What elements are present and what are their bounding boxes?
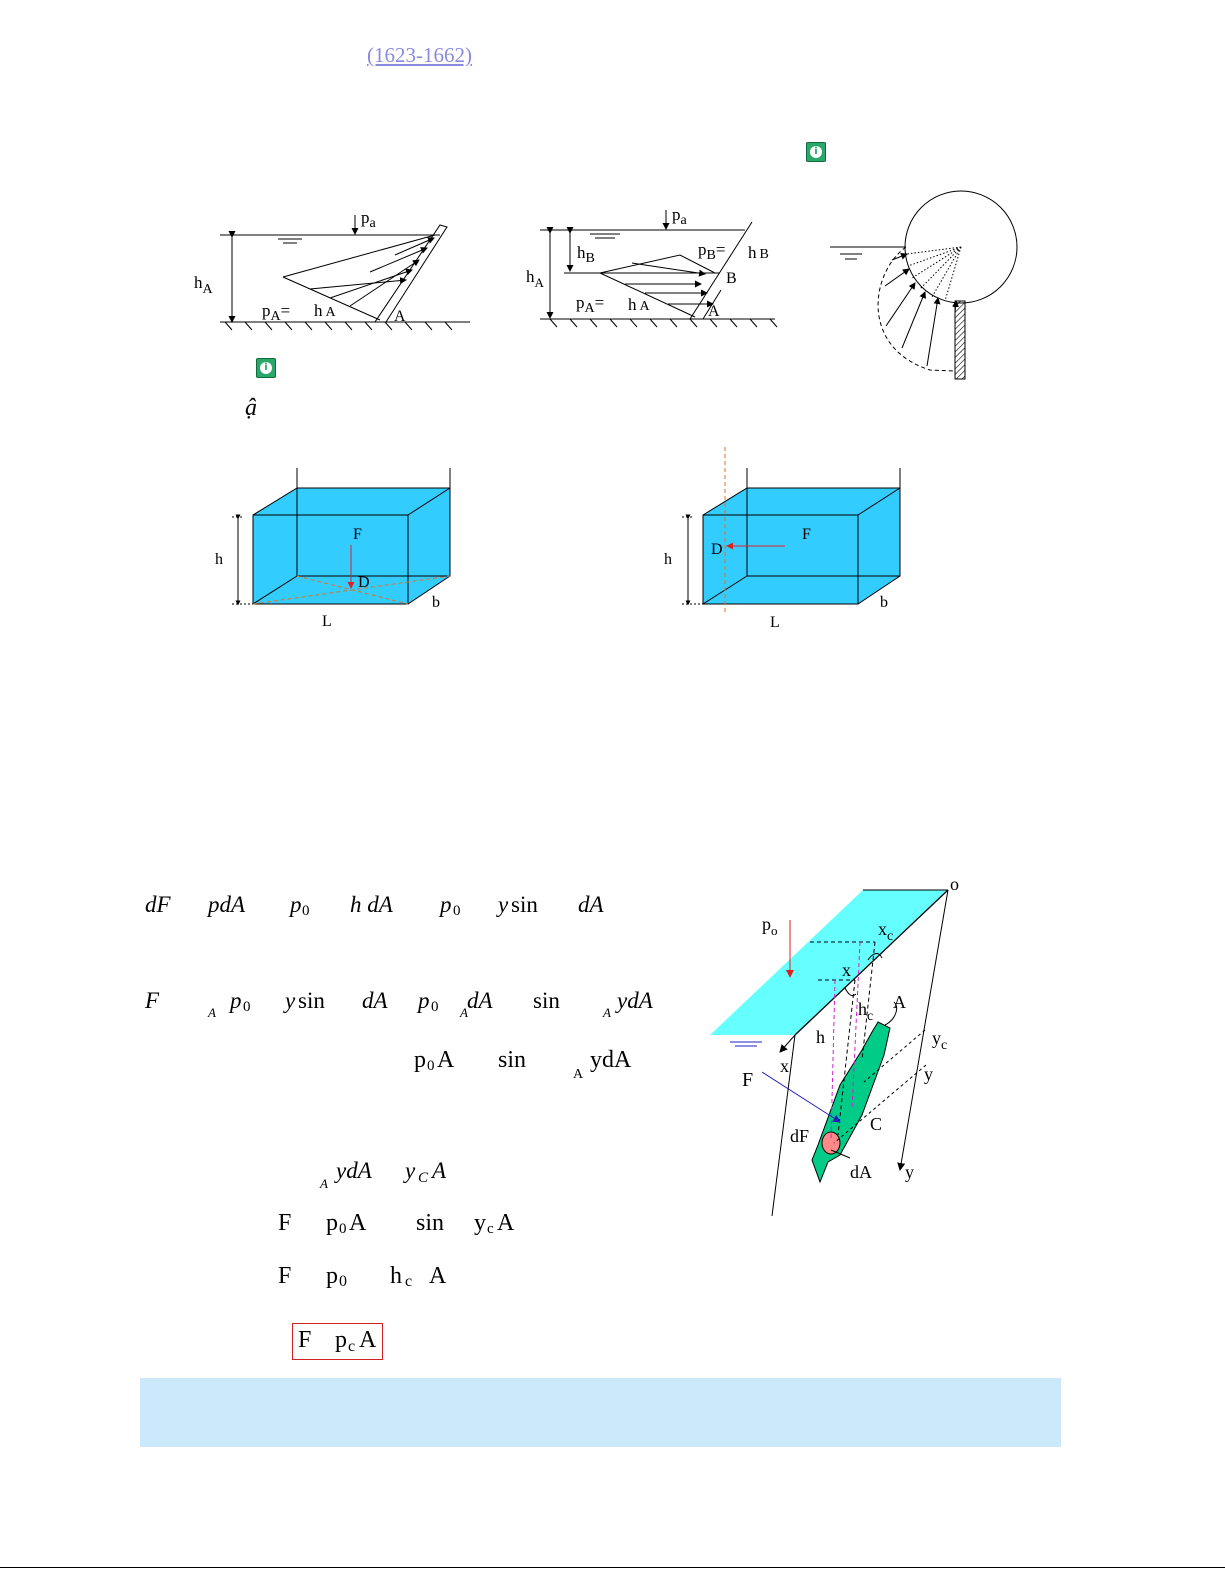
info-glyph: i xyxy=(260,362,272,374)
area-A-label: A xyxy=(893,992,906,1012)
pa-label: $p_a$ xyxy=(361,208,376,231)
point-A-label: A xyxy=(394,308,406,325)
stray-glyph: ậ xyxy=(245,395,257,421)
h-label: h xyxy=(664,551,672,568)
hA-value: h A xyxy=(314,301,336,320)
pressure-diagram-trapezoid xyxy=(520,200,790,335)
D-label: D xyxy=(711,541,723,558)
L-label: L xyxy=(770,614,780,630)
info-icon[interactable] xyxy=(806,142,826,162)
years-link[interactable]: (1623-1662) xyxy=(367,43,472,67)
hA-value: h A xyxy=(628,295,650,314)
page-bottom-rule xyxy=(0,1567,1225,1568)
dA-label: dA xyxy=(850,1162,872,1182)
hA-label: $h_A$ xyxy=(526,267,544,290)
h-label: h xyxy=(215,551,223,568)
h-label: h xyxy=(816,1027,825,1047)
yc-label: $y_c$ xyxy=(932,1028,948,1053)
y-label: y xyxy=(924,1064,933,1084)
tank-bottom-force-diagram xyxy=(210,460,500,630)
pB-label: $p_B=$ xyxy=(698,240,726,263)
hB-value: h B xyxy=(748,243,769,262)
y-axis-label: y xyxy=(905,1162,914,1182)
D-label: D xyxy=(358,574,370,591)
dF-label: dF xyxy=(790,1126,810,1146)
x-label: x xyxy=(842,960,851,980)
L-label: L xyxy=(322,613,332,630)
result-box: F p c A xyxy=(292,1323,383,1360)
F-label: F xyxy=(742,1069,754,1091)
info-icon[interactable] xyxy=(256,358,276,378)
hA-label: $h_A$ xyxy=(194,273,213,297)
curved-surface-pressure-diagram xyxy=(830,188,1030,383)
pA-label: $p_A=$ xyxy=(262,301,291,324)
F-label: F xyxy=(802,526,811,543)
point-B-label: B xyxy=(726,270,737,287)
tank-wall-force-diagram xyxy=(660,445,950,630)
hc-label: $h_c$ xyxy=(858,999,874,1024)
xc-label: $x_c$ xyxy=(878,919,894,944)
inclined-plate-diagram xyxy=(700,860,1000,1225)
pa-label: $p_a$ xyxy=(672,205,687,228)
origin-o-label: o xyxy=(950,874,959,894)
pA-label: $p_A=$ xyxy=(576,293,605,316)
info-glyph: i xyxy=(810,146,822,158)
hB-label: $h_B$ xyxy=(577,243,595,266)
p0-label: $p_o$ xyxy=(762,914,778,938)
b-label: b xyxy=(432,594,440,611)
note-box xyxy=(140,1378,1061,1447)
x-axis-label: x xyxy=(780,1056,789,1076)
b-label: b xyxy=(880,594,888,611)
pressure-diagram-inclined-wall xyxy=(190,200,480,340)
point-A-label: A xyxy=(708,303,720,320)
centroid-C-label: C xyxy=(870,1114,883,1134)
F-label: F xyxy=(353,526,362,543)
